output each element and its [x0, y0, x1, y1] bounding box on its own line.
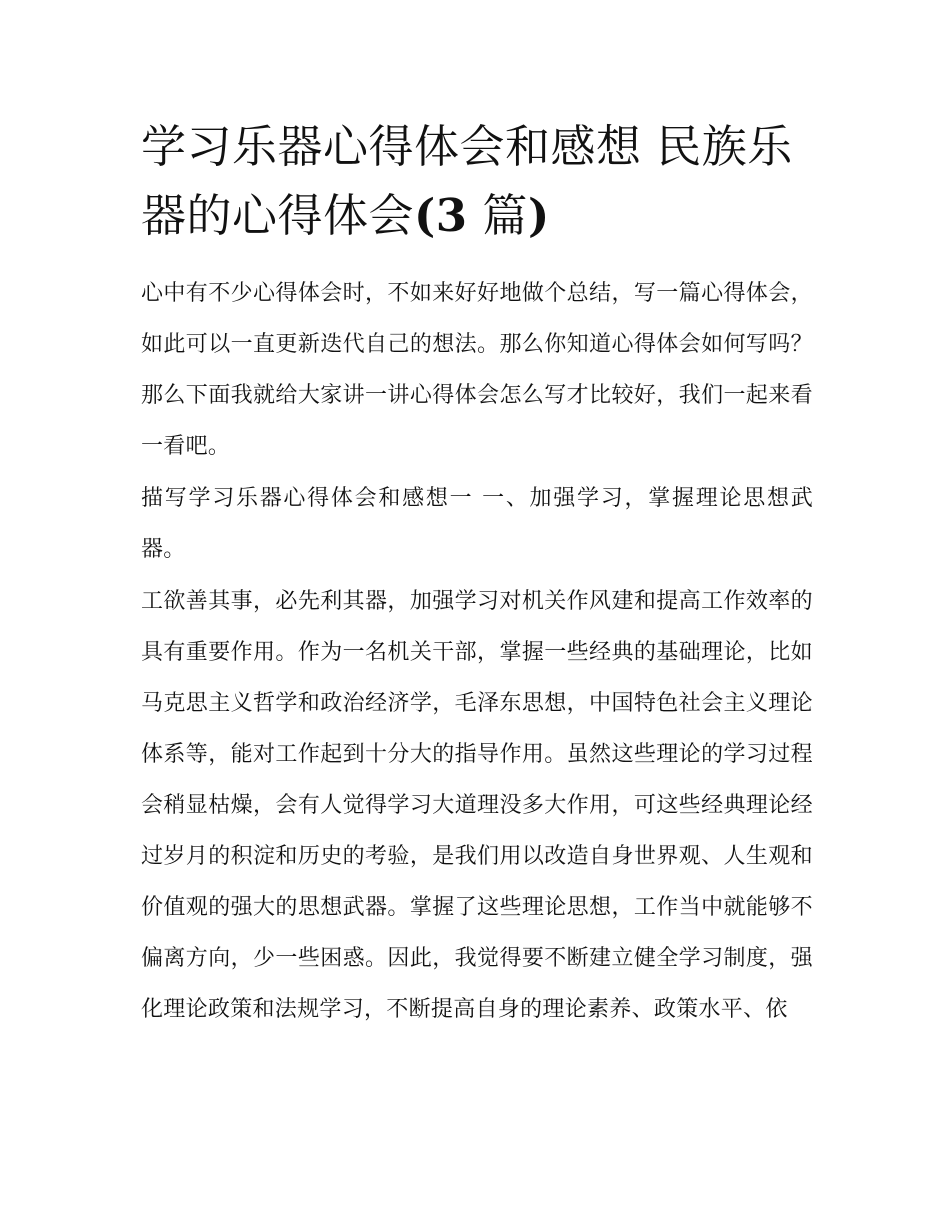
body-paragraph: 工欲善其事，必先利其器，加强学习对机关作风建和提高工作效率的具有重要作用。作为一名机关干部，掌握一些经典的基础理论，比如马克思主义哲学和政治经济学，毛泽东思想，中国特色社会主义理论体系等，能对工作起到十分大的指导作用。虽然这些理论的学习过程会稍显枯燥，会有人觉得学习大道理没多大作用，可这些经典理论经过岁月的积淀和历史的考验，是我们用以改造自身世界观、人生观和价值观的强大的思想武器。掌握了这些理论思想，工作当中就能够不偏离方向，少一些困惑。因此，我觉得要不断建立健全学习制度，强化理论政策和法规学习，不断提高自身的理论素养、政策水平、依 — [141, 589, 813, 1022]
title-count: (3 — [414, 189, 468, 242]
section-heading-paragraph: 描写学习乐器心得体会和感想一 一、加强学习，掌握理论思想武器。 — [141, 486, 813, 562]
title-close-paren: ) — [527, 189, 550, 242]
document-title: 学习乐器心得体会和感想 民族乐器的心得体会(3 篇) — [141, 120, 793, 242]
document-page — [141, 112, 813, 1035]
intro-paragraph: 心中有不少心得体会时，不如来好好地做个总结，写一篇心得体会，如此可以一直更新迭代自己的想法。那么你知道心得体会如何写吗？那么下面我就给大家讲一讲心得体会怎么写才比较好，我们一起来看一看吧。 — [141, 281, 813, 459]
